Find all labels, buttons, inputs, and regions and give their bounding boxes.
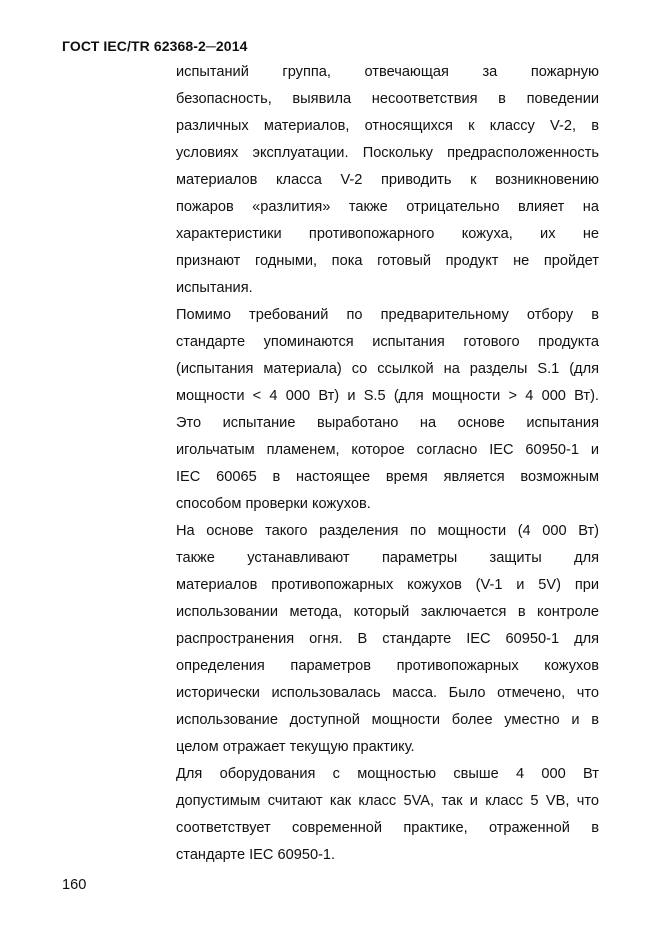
body-text bbox=[176, 59, 599, 869]
text-line: различных материалов, относящихся к классу V-2, в bbox=[176, 118, 599, 134]
text-line: использование доступной мощности более уместно и в bbox=[176, 712, 599, 728]
text-line: распространения огня. В стандарте IEC 60950-1 для bbox=[176, 631, 599, 647]
text-line: IEC 60065 в настоящее время является возможным bbox=[176, 469, 599, 485]
text-line: стандарте IEC 60950-1. bbox=[176, 847, 336, 863]
text-line: испытаний группа, отвечающая за пожарную bbox=[176, 64, 599, 80]
text-line: материалов противопожарных кожухов (V-1 и 5V) при bbox=[176, 577, 599, 593]
text-line: пожаров «разлития» также отрицательно влияет на bbox=[176, 199, 599, 215]
text-line: характеристики противопожарного кожуха, их не bbox=[176, 226, 599, 242]
text-line: Это испытание выработано на основе испытания bbox=[176, 415, 599, 431]
text-line: мощности < 4 000 Вт) и S.5 (для мощности > 4 000 Вт). bbox=[176, 388, 599, 404]
text-line: определения параметров противопожарных кожухов bbox=[176, 658, 599, 674]
text-line: (испытания материала) со ссылкой на разделы S.1 (для bbox=[176, 361, 599, 377]
document-header: ГОСТ IEC/TR 62368-2─2014 bbox=[62, 38, 248, 54]
paragraph-3 bbox=[176, 518, 599, 761]
text-line: признают годными, пока готовый продукт не пройдет bbox=[176, 253, 599, 269]
text-line: исторически использовалась масса. Было отмечено, что bbox=[176, 685, 599, 701]
text-line: Для оборудования с мощностью свыше 4 000 Вт bbox=[176, 766, 599, 782]
text-line: целом отражает текущую практику. bbox=[176, 739, 415, 755]
text-line: На основе такого разделения по мощности (4 000 Вт) bbox=[176, 523, 599, 539]
page-number: 160 bbox=[62, 877, 87, 893]
text-line: также устанавливают параметры защиты для bbox=[176, 550, 599, 566]
text-line: условиях эксплуатации. Поскольку предрасположенность bbox=[176, 145, 599, 161]
text-line: стандарте упоминаются испытания готового продукта bbox=[176, 334, 599, 350]
text-line: допустимым считают как класс 5VA, так и класс 5 VB, что bbox=[176, 793, 599, 809]
text-line: испытания. bbox=[176, 280, 253, 296]
text-line: безопасность, выявила несоответствия в поведении bbox=[176, 91, 599, 107]
paragraph-4 bbox=[176, 761, 599, 869]
text-line: Помимо требований по предварительному отбору в bbox=[176, 307, 599, 323]
text-line: игольчатым пламенем, которое согласно IEC 60950-1 и bbox=[176, 442, 599, 458]
paragraph-2 bbox=[176, 302, 599, 518]
text-line: способом проверки кожухов. bbox=[176, 496, 371, 512]
paragraph-1 bbox=[176, 59, 599, 302]
text-line: использовании метода, который заключается в контроле bbox=[176, 604, 599, 620]
text-line: соответствует современной практике, отраженной в bbox=[176, 820, 599, 836]
text-line: материалов класса V-2 приводить к возникновению bbox=[176, 172, 599, 188]
